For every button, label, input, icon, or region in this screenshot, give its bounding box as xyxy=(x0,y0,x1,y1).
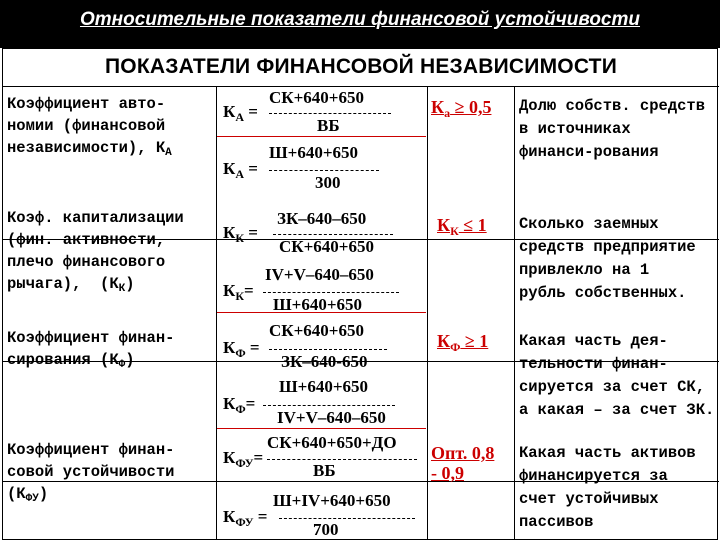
formula: Ш+640+650 $К_Ф=$ IV+V–640–650 xyxy=(217,377,427,437)
column-divider xyxy=(514,86,515,540)
formula: ЗК–640–650 $К_К$ = СК+640+650 xyxy=(217,201,427,261)
formula: СК+640+650 $К_Ф$ = ЗК–640-650 xyxy=(217,321,427,377)
indicator-meaning: Сколько заемных средств предприятие привлекло на 1 рубль собственных. xyxy=(519,215,696,302)
indicator-meaning: Долю собств. средств в источниках финанси-рования xyxy=(519,97,706,161)
indicator-name: Коэффициент авто- номии (финансовой независимости), $К_А$ xyxy=(7,95,172,159)
indicator-name: Коэф. капитализации (фин. активности, плечо финансового рычага), $(К_К)$ xyxy=(7,209,184,295)
indicator-name: Коэффициент финан- совой устойчивости $(К_{ФУ})$ xyxy=(7,441,175,505)
formula: СК+640+650 $К_А$ = ВБ xyxy=(217,86,427,138)
criterion: $К_К \le 1$ xyxy=(437,215,487,238)
criterion: Опт. 0,8 - 0,9 xyxy=(431,443,495,483)
indicators-table xyxy=(2,48,718,540)
formula: СК+640+650+ДО $К_{ФУ}=$ ВБ xyxy=(217,433,427,487)
formula: IV+V–640–650 $К_К=$ Ш+640+650 xyxy=(217,265,427,325)
criterion: $К_a \ge 0,5$ xyxy=(431,97,492,120)
formula: Ш+IV+640+650 $К_{ФУ}$ = 700 xyxy=(217,485,427,540)
indicator-name: Коэффициент финан- сирования $(К_Ф)$ xyxy=(7,329,175,371)
indicator-meaning: Какая часть активов финансируется за счет устойчивых пассивов xyxy=(519,444,696,531)
column-divider xyxy=(427,86,428,540)
slide-title: Относительные показатели финансовой устойчивости xyxy=(0,0,720,48)
formula: Ш+640+650 $К_А$ = 300 xyxy=(217,141,427,197)
indicator-meaning: Какая часть дея- тельности финан- сируется за счет СК, а какая – за счет ЗК. xyxy=(519,332,715,419)
criterion: $К_Ф \ge 1$ xyxy=(437,331,489,354)
table-heading: ПОКАЗАТЕЛИ ФИНАНСОВОЙ НЕЗАВИСИМОСТИ xyxy=(105,55,617,78)
